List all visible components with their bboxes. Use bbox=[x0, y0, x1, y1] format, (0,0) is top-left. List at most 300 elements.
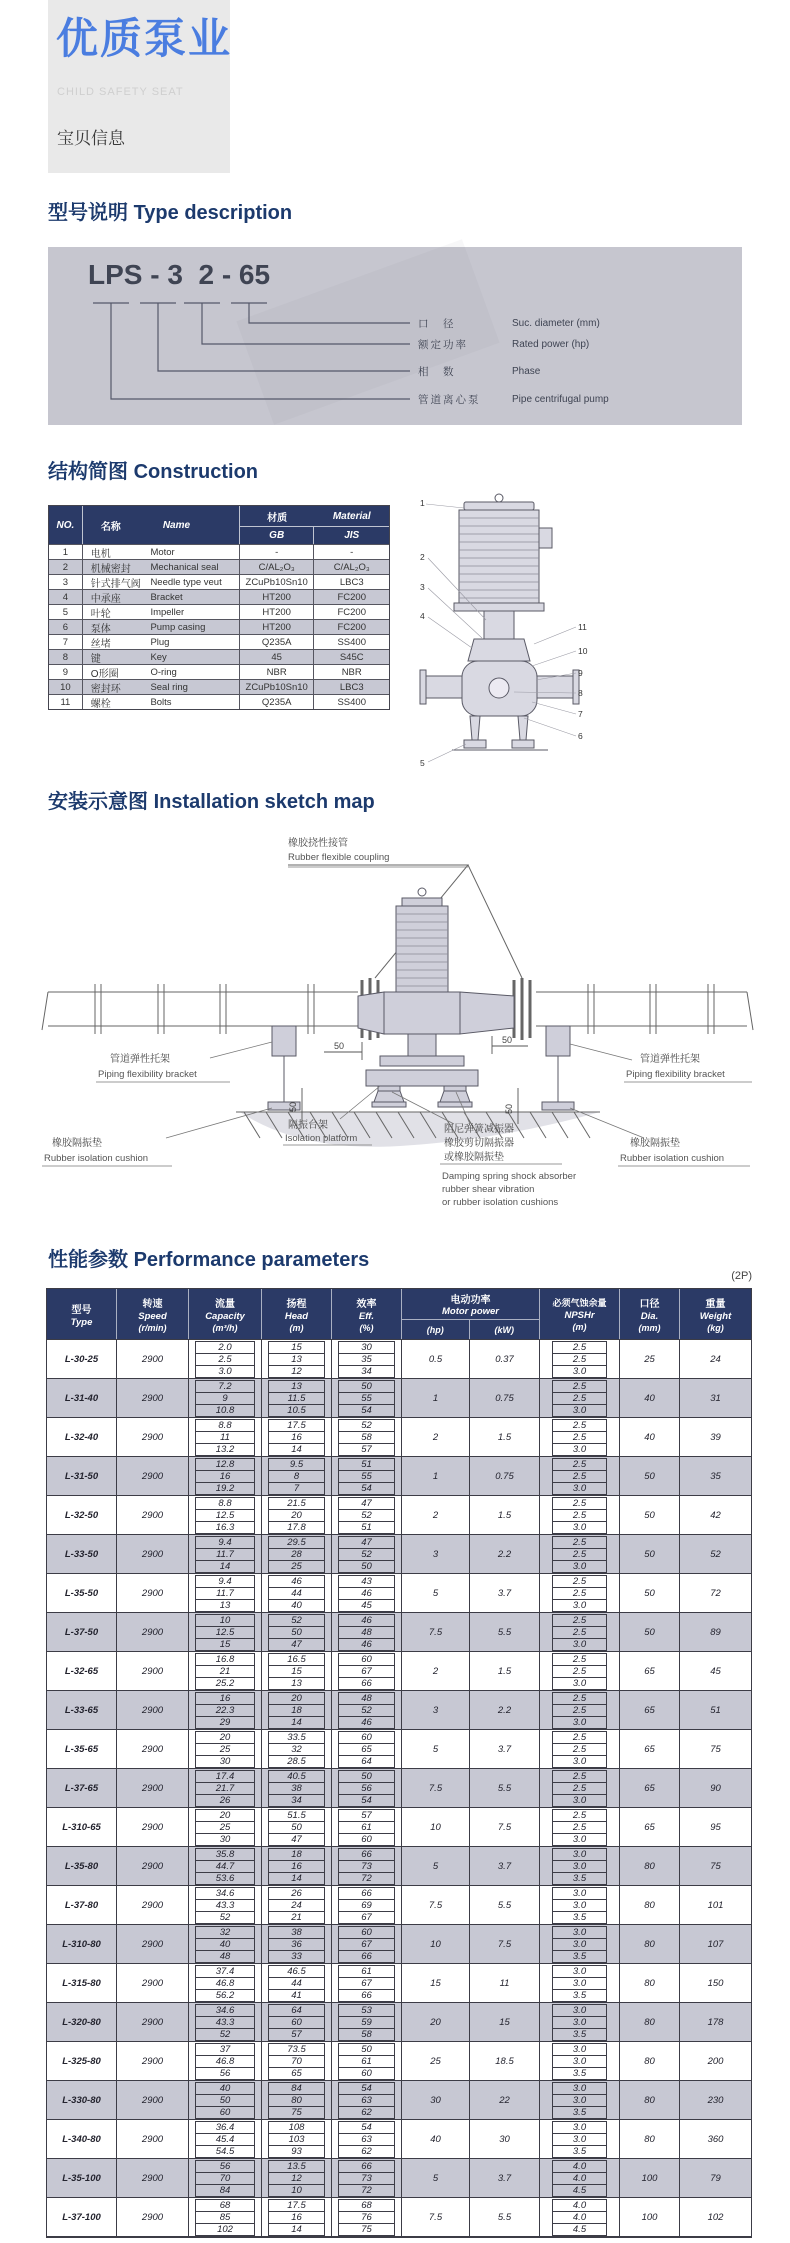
subcell-head: 24 bbox=[268, 1899, 325, 1912]
cell-speed: 2900 bbox=[117, 1613, 189, 1651]
construction-cell-gb: 45 bbox=[240, 650, 315, 664]
table-row bbox=[47, 2041, 751, 2080]
cell-kw: 3.7 bbox=[470, 1847, 540, 1885]
subcell-capacity: 40 bbox=[195, 2082, 255, 2095]
cell-head bbox=[262, 2003, 332, 2041]
table-row bbox=[49, 679, 389, 694]
construction-table bbox=[48, 505, 390, 710]
subcell-npshr: 3.0 bbox=[552, 2043, 607, 2056]
subcell-npshr: 2.5 bbox=[552, 1653, 607, 1666]
cell-kw: 1.5 bbox=[470, 1496, 540, 1534]
subcell-capacity: 26 bbox=[195, 1794, 255, 1807]
table-row bbox=[47, 1378, 751, 1417]
subcell-npshr: 3.0 bbox=[552, 1677, 607, 1690]
cell-capacity bbox=[189, 2159, 262, 2197]
cell-hp: 25 bbox=[402, 2042, 470, 2080]
table-row bbox=[47, 1495, 751, 1534]
construction-cell-gb: HT200 bbox=[240, 590, 315, 604]
subcell-capacity: 3.0 bbox=[195, 1365, 255, 1378]
installation-heading-cn: 安装示意图 bbox=[48, 791, 148, 813]
cell-speed: 2900 bbox=[117, 1925, 189, 1963]
construction-cell-jis: C/AL₂O₃ bbox=[333, 561, 370, 573]
cell-capacity bbox=[189, 1340, 262, 1378]
cell-eff bbox=[332, 1847, 402, 1885]
col-dia bbox=[620, 1289, 680, 1339]
cell-eff bbox=[332, 1457, 402, 1495]
subcell-head: 46 bbox=[268, 1575, 325, 1588]
subcell-capacity: 53.6 bbox=[195, 1872, 255, 1885]
cell-weight: 200 bbox=[707, 2055, 724, 2067]
subcell-eff: 46 bbox=[338, 1614, 395, 1627]
col-eff-unit: (%) bbox=[359, 1323, 374, 1333]
col-dia-en: Dia. bbox=[640, 1311, 659, 1322]
subcell-npshr: 3.5 bbox=[552, 2028, 607, 2041]
cell-dia: 50 bbox=[620, 1574, 680, 1612]
cell-npshr bbox=[540, 2003, 620, 2041]
cell-head bbox=[262, 1925, 332, 1963]
construction-cell-gb: Q235A bbox=[240, 695, 315, 709]
legend-label-en: Suc. diameter (mm) bbox=[512, 317, 600, 329]
cell-eff bbox=[332, 1574, 402, 1612]
subcell-head: 38 bbox=[268, 1926, 325, 1939]
subcell-npshr: 2.5 bbox=[552, 1770, 607, 1783]
type-heading-cn: 型号说明 bbox=[48, 202, 128, 224]
cell-dia: 65 bbox=[620, 1769, 680, 1807]
construction-cell-no: 9 bbox=[49, 665, 83, 679]
subcell-npshr: 2.5 bbox=[552, 1809, 607, 1822]
subcell-eff: 47 bbox=[338, 1497, 395, 1510]
subcell-head: 14 bbox=[268, 2223, 325, 2236]
subcell-head: 21.5 bbox=[268, 1497, 325, 1510]
table-row bbox=[47, 1768, 751, 1807]
subcell-head: 60 bbox=[268, 2016, 325, 2029]
subcell-capacity: 52 bbox=[195, 2028, 255, 2041]
subcell-head: 8 bbox=[268, 1470, 325, 1483]
cell-npshr bbox=[540, 2120, 620, 2158]
subcell-capacity: 9.4 bbox=[195, 1536, 255, 1549]
subcell-capacity: 16.8 bbox=[195, 1653, 255, 1666]
col-speed bbox=[117, 1289, 189, 1339]
subcell-eff: 55 bbox=[338, 1470, 395, 1483]
subcell-capacity: 2.5 bbox=[195, 1353, 255, 1366]
subcell-head: 14 bbox=[268, 1872, 325, 1885]
subcell-npshr: 3.0 bbox=[552, 1521, 607, 1534]
cell-capacity bbox=[189, 1496, 262, 1534]
damper-label-en2: rubber shear vibration bbox=[442, 1184, 535, 1195]
col-speed-cn: 转速 bbox=[142, 1299, 163, 1310]
cell-hp: 40 bbox=[402, 2120, 470, 2158]
subcell-head: 11.5 bbox=[268, 1392, 325, 1405]
subcell-eff: 67 bbox=[338, 1938, 395, 1951]
cell-speed: 2900 bbox=[117, 1340, 189, 1378]
construction-cell-name-en: Impeller bbox=[150, 605, 239, 619]
subcell-capacity: 19.2 bbox=[195, 1482, 255, 1495]
subcell-npshr: 2.5 bbox=[552, 1497, 607, 1510]
construction-cell-jis: S45C bbox=[339, 651, 364, 663]
dim-50-left: 50 bbox=[334, 1041, 345, 1051]
subcell-capacity: 45.4 bbox=[195, 2133, 255, 2146]
cell-hp: 3 bbox=[402, 1691, 470, 1729]
subcell-head: 70 bbox=[268, 2055, 325, 2068]
cell-head bbox=[262, 1496, 332, 1534]
subcell-eff: 56 bbox=[338, 1782, 395, 1795]
cell-hp: 5 bbox=[402, 1847, 470, 1885]
subcell-capacity: 46.8 bbox=[195, 1977, 255, 1990]
construction-cell-name-cn: 机械密封 bbox=[90, 563, 131, 574]
cell-head bbox=[262, 1535, 332, 1573]
cell-weight: 75 bbox=[710, 1743, 721, 1755]
cell-head bbox=[262, 2120, 332, 2158]
subcell-head: 7 bbox=[268, 1482, 325, 1495]
cell-weight: 31 bbox=[710, 1392, 721, 1404]
cell-eff bbox=[332, 1808, 402, 1846]
construction-cell-gb: NBR bbox=[240, 665, 315, 679]
construction-cell-name-cn: O形圈 bbox=[90, 668, 119, 679]
legend-label-cn: 额定功率 bbox=[418, 338, 468, 351]
subcell-npshr: 3.0 bbox=[552, 1716, 607, 1729]
cell-weight: 24 bbox=[710, 1353, 721, 1365]
cell-hp: 7.5 bbox=[402, 1886, 470, 1924]
cell-speed: 2900 bbox=[117, 2081, 189, 2119]
subcell-npshr: 2.5 bbox=[552, 1392, 607, 1405]
col-jis: JIS bbox=[344, 530, 360, 541]
subcell-head: 29.5 bbox=[268, 1536, 325, 1549]
cell-head bbox=[262, 1340, 332, 1378]
subcell-head: 40 bbox=[268, 1599, 325, 1612]
table-row bbox=[47, 1807, 751, 1846]
subcell-npshr: 3.0 bbox=[552, 1887, 607, 1900]
subcell-head: 52 bbox=[268, 1614, 325, 1627]
col-capacity-unit: (m³/h) bbox=[212, 1323, 238, 1333]
cell-speed: 2900 bbox=[117, 1652, 189, 1690]
subcell-capacity: 10.8 bbox=[195, 1404, 255, 1417]
dim-50-right-vert: 50 bbox=[504, 1103, 514, 1114]
subcell-head: 103 bbox=[268, 2133, 325, 2146]
subcell-capacity: 13.2 bbox=[195, 1443, 255, 1456]
subcell-npshr: 3.0 bbox=[552, 2094, 607, 2107]
cell-eff bbox=[332, 1496, 402, 1534]
type-legend-row bbox=[418, 391, 732, 407]
construction-cell-name-cn: 电机 bbox=[90, 548, 111, 559]
cushion-right-label-cn: 橡胶隔振垫 bbox=[630, 1138, 680, 1149]
cell-head bbox=[262, 1652, 332, 1690]
table-row bbox=[47, 1612, 751, 1651]
subcell-eff: 67 bbox=[338, 1977, 395, 1990]
cell-dia: 100 bbox=[620, 2198, 680, 2236]
cell-npshr bbox=[540, 1535, 620, 1573]
subcell-npshr: 3.0 bbox=[552, 1926, 607, 1939]
construction-cell-name-en: Mechanical seal bbox=[150, 560, 239, 574]
damper-label-cn1: 阻尼弹簧减振器 bbox=[444, 1124, 514, 1135]
subcell-head: 20 bbox=[268, 1509, 325, 1522]
construction-cell-jis: SS400 bbox=[337, 696, 366, 708]
table-row bbox=[49, 574, 389, 589]
cell-head bbox=[262, 1769, 332, 1807]
subcell-head: 15 bbox=[268, 1341, 325, 1354]
cell-type: L-310-80 bbox=[47, 1925, 117, 1963]
installation-diagram bbox=[40, 830, 755, 1255]
subcell-head: 21 bbox=[268, 1911, 325, 1924]
construction-cell-name-cn: 泵体 bbox=[90, 623, 111, 634]
table-row bbox=[47, 1846, 751, 1885]
subcell-eff: 73 bbox=[338, 2172, 395, 2185]
cell-npshr bbox=[540, 2042, 620, 2080]
col-material bbox=[240, 506, 389, 544]
table-row bbox=[47, 1456, 751, 1495]
cell-speed: 2900 bbox=[117, 2120, 189, 2158]
subcell-capacity: 9 bbox=[195, 1392, 255, 1405]
subcell-npshr: 3.0 bbox=[552, 1365, 607, 1378]
cell-speed: 2900 bbox=[117, 1730, 189, 1768]
cell-kw: 18.5 bbox=[470, 2042, 540, 2080]
type-legend-row bbox=[418, 363, 732, 379]
col-power-hp: (hp) bbox=[402, 1320, 470, 1339]
subcell-head: 10.5 bbox=[268, 1404, 325, 1417]
cell-speed: 2900 bbox=[117, 2042, 189, 2080]
subcell-npshr: 2.5 bbox=[552, 1341, 607, 1354]
cell-head bbox=[262, 1730, 332, 1768]
subcell-npshr: 4.5 bbox=[552, 2223, 607, 2236]
cell-hp: 5 bbox=[402, 2159, 470, 2197]
cell-head bbox=[262, 1847, 332, 1885]
construction-cell-jis: LBC3 bbox=[339, 681, 364, 693]
installation-heading-en: Installation sketch map bbox=[153, 791, 375, 813]
cell-weight: 89 bbox=[710, 1626, 721, 1638]
col-capacity-en: Capacity bbox=[205, 1311, 245, 1322]
cell-type: L-31-40 bbox=[47, 1379, 117, 1417]
cell-capacity bbox=[189, 1535, 262, 1573]
cell-type: L-37-50 bbox=[47, 1613, 117, 1651]
subcell-capacity: 29 bbox=[195, 1716, 255, 1729]
subcell-eff: 46 bbox=[338, 1638, 395, 1651]
cell-eff bbox=[332, 2003, 402, 2041]
subcell-capacity: 43.3 bbox=[195, 2016, 255, 2029]
coupling-label-cn: 橡胶挠性接管 bbox=[288, 838, 348, 849]
subcell-npshr: 2.5 bbox=[552, 1782, 607, 1795]
subcell-capacity: 8.8 bbox=[195, 1497, 255, 1510]
bracket-right-label-cn: 管道弹性托架 bbox=[640, 1054, 700, 1065]
cell-hp: 3 bbox=[402, 1535, 470, 1573]
subcell-eff: 52 bbox=[338, 1548, 395, 1561]
cell-weight: 178 bbox=[707, 2016, 724, 2028]
construction-table-rows bbox=[49, 544, 389, 709]
cell-npshr bbox=[540, 1847, 620, 1885]
construction-cell-no: 4 bbox=[49, 590, 83, 604]
col-eff bbox=[332, 1289, 402, 1339]
subcell-capacity: 30 bbox=[195, 1755, 255, 1768]
cell-eff bbox=[332, 2120, 402, 2158]
subcell-capacity: 34.6 bbox=[195, 1887, 255, 1900]
col-weight bbox=[680, 1289, 751, 1339]
construction-cell-name-en: Seal ring bbox=[150, 680, 239, 694]
cell-type: L-37-80 bbox=[47, 1886, 117, 1924]
callout-3: 3 bbox=[420, 582, 425, 592]
cell-dia: 40 bbox=[620, 1418, 680, 1456]
subcell-head: 46.5 bbox=[268, 1965, 325, 1978]
table-row bbox=[49, 619, 389, 634]
col-power-kw: (kW) bbox=[494, 1324, 514, 1335]
cell-npshr bbox=[540, 1769, 620, 1807]
cell-capacity bbox=[189, 2042, 262, 2080]
subcell-capacity: 2.0 bbox=[195, 1341, 255, 1354]
cell-dia: 80 bbox=[620, 2003, 680, 2041]
cell-head bbox=[262, 1691, 332, 1729]
subcell-npshr: 2.5 bbox=[552, 1692, 607, 1705]
cell-speed: 2900 bbox=[117, 1418, 189, 1456]
performance-table-body bbox=[47, 1339, 751, 2236]
callout-1: 1 bbox=[420, 498, 425, 508]
subcell-eff: 67 bbox=[338, 1911, 395, 1924]
table-row bbox=[47, 2002, 751, 2041]
cell-npshr bbox=[540, 1340, 620, 1378]
cell-npshr bbox=[540, 1925, 620, 1963]
col-npshr-unit: (m) bbox=[572, 1322, 587, 1332]
cell-kw: 0.75 bbox=[470, 1457, 540, 1495]
cell-head bbox=[262, 2042, 332, 2080]
subcell-capacity: 37 bbox=[195, 2043, 255, 2056]
cell-capacity bbox=[189, 1379, 262, 1417]
construction-cell-name-en: Plug bbox=[150, 635, 239, 649]
subcell-head: 84 bbox=[268, 2082, 325, 2095]
construction-cell-no: 7 bbox=[49, 635, 83, 649]
subcell-capacity: 12.8 bbox=[195, 1458, 255, 1471]
construction-cell-name-cn: 键 bbox=[90, 653, 101, 664]
construction-table-header bbox=[49, 506, 389, 544]
cell-head bbox=[262, 1457, 332, 1495]
subcell-capacity: 10 bbox=[195, 1614, 255, 1627]
cell-speed: 2900 bbox=[117, 1886, 189, 1924]
cell-capacity bbox=[189, 1574, 262, 1612]
cell-speed: 2900 bbox=[117, 2159, 189, 2197]
subcell-capacity: 56.2 bbox=[195, 1989, 255, 2002]
table-row bbox=[47, 1339, 751, 1378]
cell-speed: 2900 bbox=[117, 1535, 189, 1573]
subcell-npshr: 2.5 bbox=[552, 1614, 607, 1627]
subcell-eff: 59 bbox=[338, 2016, 395, 2029]
construction-cell-no: 5 bbox=[49, 605, 83, 619]
cell-capacity bbox=[189, 2003, 262, 2041]
subcell-npshr: 3.0 bbox=[552, 1638, 607, 1651]
cell-capacity bbox=[189, 1964, 262, 2002]
legend-label-en: Rated power (hp) bbox=[512, 338, 590, 350]
legend-label-en: Phase bbox=[512, 365, 541, 377]
cell-weight: 101 bbox=[707, 1899, 724, 1911]
callout-9: 9 bbox=[578, 668, 583, 678]
subcell-eff: 76 bbox=[338, 2211, 395, 2224]
subcell-capacity: 21 bbox=[195, 1665, 255, 1678]
subcell-npshr: 3.5 bbox=[552, 2145, 607, 2158]
subcell-head: 65 bbox=[268, 2067, 325, 2080]
construction-cell-name-cn: 中承座 bbox=[90, 593, 121, 604]
subcell-head: 13 bbox=[268, 1380, 325, 1393]
cell-type: L-310-65 bbox=[47, 1808, 117, 1846]
subcell-eff: 73 bbox=[338, 1860, 395, 1873]
subcell-eff: 68 bbox=[338, 2199, 395, 2212]
cell-dia: 65 bbox=[620, 1730, 680, 1768]
type-legend-row bbox=[418, 315, 732, 331]
cell-kw: 5.5 bbox=[470, 1769, 540, 1807]
cell-hp: 2 bbox=[402, 1418, 470, 1456]
cell-npshr bbox=[540, 1808, 620, 1846]
subcell-capacity: 34.6 bbox=[195, 2004, 255, 2017]
cell-kw: 22 bbox=[470, 2081, 540, 2119]
subcell-capacity: 32 bbox=[195, 1926, 255, 1939]
cell-kw: 3.7 bbox=[470, 1574, 540, 1612]
subcell-head: 16 bbox=[268, 1860, 325, 1873]
col-capacity-cn: 流量 bbox=[215, 1299, 235, 1310]
construction-cell-name-en: Key bbox=[150, 650, 239, 664]
subcell-npshr: 3.0 bbox=[552, 2016, 607, 2029]
col-motor-power bbox=[402, 1289, 540, 1339]
table-row bbox=[47, 2197, 751, 2236]
subcell-npshr: 2.5 bbox=[552, 1458, 607, 1471]
subcell-eff: 48 bbox=[338, 1626, 395, 1639]
cell-hp: 5 bbox=[402, 1730, 470, 1768]
subcell-capacity: 35.8 bbox=[195, 1848, 255, 1861]
subcell-head: 51.5 bbox=[268, 1809, 325, 1822]
cell-weight: 107 bbox=[707, 1938, 724, 1950]
subcell-eff: 30 bbox=[338, 1341, 395, 1354]
subcell-eff: 60 bbox=[338, 1833, 395, 1846]
subcell-eff: 52 bbox=[338, 1509, 395, 1522]
cell-weight: 72 bbox=[710, 1587, 721, 1599]
cell-dia: 25 bbox=[620, 1340, 680, 1378]
col-npshr bbox=[540, 1289, 620, 1339]
construction-cell-jis: FC200 bbox=[337, 621, 366, 633]
construction-heading-en: Construction bbox=[133, 461, 258, 483]
cell-capacity bbox=[189, 2081, 262, 2119]
subcell-eff: 66 bbox=[338, 1677, 395, 1690]
cell-kw: 3.7 bbox=[470, 1730, 540, 1768]
subcell-eff: 54 bbox=[338, 1794, 395, 1807]
cell-speed: 2900 bbox=[117, 1847, 189, 1885]
cell-capacity bbox=[189, 1652, 262, 1690]
cell-kw: 0.75 bbox=[470, 1379, 540, 1417]
subcell-capacity: 56 bbox=[195, 2067, 255, 2080]
construction-cell-name-en: Bracket bbox=[150, 590, 239, 604]
cell-type: L-33-50 bbox=[47, 1535, 117, 1573]
construction-cell-name-en: O-ring bbox=[150, 665, 239, 679]
cell-kw: 5.5 bbox=[470, 1613, 540, 1651]
subcell-head: 16.5 bbox=[268, 1653, 325, 1666]
cell-capacity bbox=[189, 2120, 262, 2158]
cell-weight: 39 bbox=[710, 1431, 721, 1443]
subcell-head: 16 bbox=[268, 2211, 325, 2224]
subcell-capacity: 48 bbox=[195, 1950, 255, 1963]
construction-cell-name-en: Bolts bbox=[150, 695, 239, 709]
table-row bbox=[47, 2158, 751, 2197]
subcell-eff: 50 bbox=[338, 1770, 395, 1783]
cell-npshr bbox=[540, 1691, 620, 1729]
construction-cell-no: 1 bbox=[49, 545, 83, 559]
subcell-capacity: 14 bbox=[195, 1560, 255, 1573]
cell-hp: 30 bbox=[402, 2081, 470, 2119]
subcell-npshr: 2.5 bbox=[552, 1731, 607, 1744]
subcell-npshr: 4.0 bbox=[552, 2160, 607, 2173]
subcell-eff: 53 bbox=[338, 2004, 395, 2017]
subcell-head: 13 bbox=[268, 1677, 325, 1690]
col-gb: GB bbox=[240, 527, 315, 544]
subcell-eff: 65 bbox=[338, 1743, 395, 1756]
subcell-eff: 61 bbox=[338, 1965, 395, 1978]
cell-speed: 2900 bbox=[117, 1379, 189, 1417]
subcell-capacity: 25 bbox=[195, 1743, 255, 1756]
subcell-npshr: 3.0 bbox=[552, 1794, 607, 1807]
cell-kw: 2.2 bbox=[470, 1691, 540, 1729]
cell-weight: 35 bbox=[710, 1470, 721, 1482]
subcell-head: 41 bbox=[268, 1989, 325, 2002]
subcell-npshr: 2.5 bbox=[552, 1743, 607, 1756]
